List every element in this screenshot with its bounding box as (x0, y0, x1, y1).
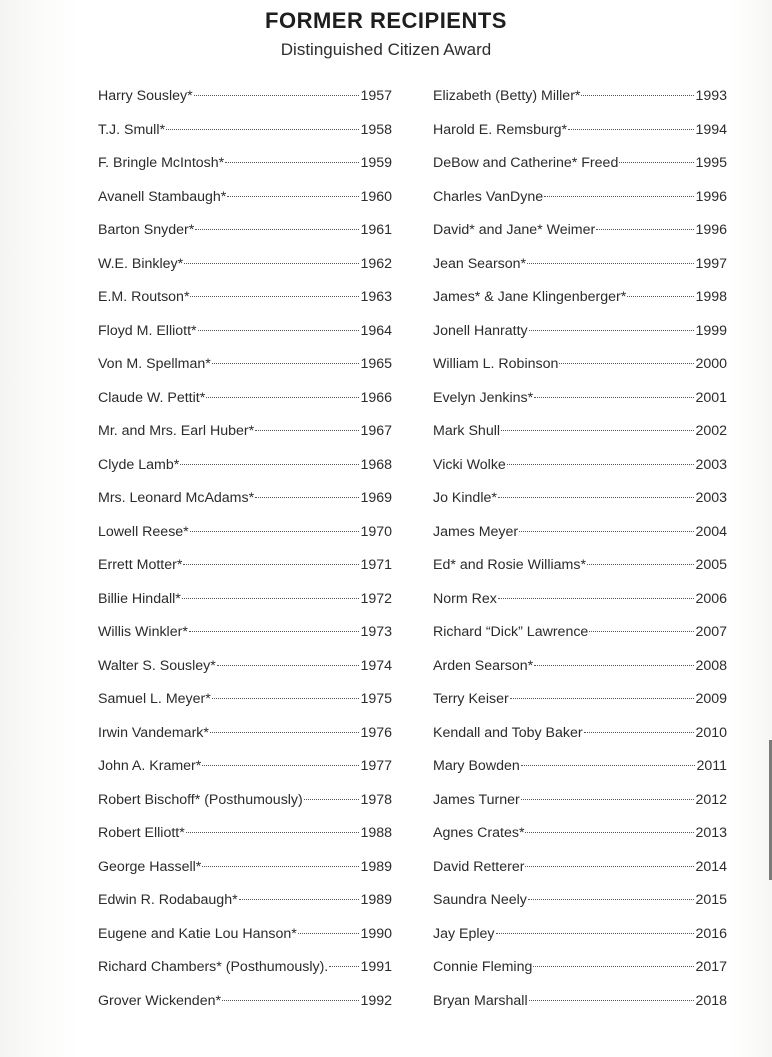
recipient-row (433, 955, 727, 989)
recipient-name: Grover Wickenden* (98, 992, 222, 1009)
recipient-name: Harold E. Remsburg* (433, 121, 568, 138)
recipient-name: Mary Bowden (433, 758, 520, 774)
dot-leader (528, 899, 695, 900)
award-year: 2017 (695, 959, 727, 975)
recipient-name: Avanell Stambaugh* (98, 188, 227, 205)
dot-leader (304, 799, 360, 800)
dot-leader (534, 665, 694, 666)
dot-leader (184, 263, 359, 264)
award-year: 1991 (360, 959, 392, 975)
award-year: 2011 (696, 758, 727, 774)
recipient-name: E.M. Routson* (98, 289, 190, 305)
award-year: 1963 (360, 289, 392, 305)
award-year: 1989 (360, 858, 392, 875)
award-year: 1960 (360, 188, 392, 205)
recipient-name: Connie Fleming (433, 959, 533, 975)
dot-leader (521, 765, 696, 766)
dot-leader (498, 497, 695, 498)
dot-leader (584, 732, 695, 733)
recipient-row (433, 654, 727, 688)
recipient-name: Willis Winkler* (98, 624, 188, 640)
recipient-name: Vicki Wolke (433, 456, 506, 473)
award-year: 1993 (695, 88, 727, 104)
recipient-row (433, 821, 727, 855)
dot-leader (525, 866, 694, 867)
recipient-row (433, 486, 727, 520)
recipient-row (98, 118, 392, 152)
award-year: 1967 (360, 423, 392, 439)
recipient-row (98, 821, 392, 855)
recipient-row (433, 285, 727, 319)
dot-leader (186, 832, 360, 833)
award-year: 2018 (695, 992, 727, 1009)
recipient-row (98, 285, 392, 319)
award-year: 1996 (695, 222, 727, 238)
recipient-row (433, 151, 727, 185)
award-year: 2013 (695, 825, 727, 841)
dot-leader (568, 129, 694, 130)
dot-leader (206, 397, 359, 398)
recipient-row (98, 721, 392, 755)
award-year: 1971 (360, 557, 392, 573)
recipient-name: Samuel L. Meyer* (98, 691, 211, 707)
recipient-row (433, 419, 727, 453)
recipient-row (98, 955, 392, 989)
recipient-name: Bryan Marshall (433, 992, 528, 1009)
dot-leader (501, 430, 694, 431)
dot-leader (189, 631, 360, 632)
dot-leader (222, 1000, 359, 1001)
dot-leader (627, 296, 694, 297)
award-year: 1958 (360, 121, 392, 138)
page-title: FORMER RECIPIENTS (265, 8, 507, 33)
award-year: 2006 (695, 590, 727, 607)
dot-leader (529, 330, 695, 331)
award-year: 1973 (360, 624, 392, 640)
award-year: 1966 (360, 389, 392, 406)
dot-leader (195, 229, 359, 230)
award-year: 2015 (695, 892, 727, 908)
recipient-row (433, 218, 727, 252)
dot-leader (227, 196, 359, 197)
recipient-name: James Turner (433, 791, 520, 808)
dot-leader (521, 799, 695, 800)
award-year: 1989 (360, 892, 392, 908)
award-year: 1964 (360, 322, 392, 339)
dot-leader (525, 832, 694, 833)
recipient-row (98, 319, 392, 353)
recipient-name: William L. Robinson (433, 356, 559, 372)
recipient-row (98, 218, 392, 252)
recipient-row (98, 754, 392, 788)
award-year: 1975 (360, 691, 392, 707)
recipient-row (433, 118, 727, 152)
award-year: 1990 (360, 925, 392, 942)
recipient-name: Lowell Reese* (98, 523, 189, 540)
dot-leader (255, 497, 359, 498)
award-year: 2004 (695, 523, 727, 540)
award-year: 1976 (360, 724, 392, 741)
recipient-name: David Retterer (433, 858, 525, 875)
award-year: 1968 (360, 456, 392, 473)
recipient-row (433, 620, 727, 654)
dot-leader (587, 564, 694, 565)
dot-leader (496, 933, 695, 934)
recipient-row (98, 654, 392, 688)
recipient-row (98, 84, 392, 118)
dot-leader (210, 732, 360, 733)
recipient-name: Mr. and Mrs. Earl Huber* (98, 423, 255, 439)
recipient-row (98, 553, 392, 587)
recipient-name: Jay Epley (433, 925, 495, 942)
recipient-row (433, 754, 727, 788)
page-subtitle: Distinguished Citizen Award (280, 40, 492, 59)
recipient-row (98, 419, 392, 453)
recipient-row (98, 888, 392, 922)
dot-leader (239, 899, 360, 900)
dot-leader (619, 162, 694, 163)
recipient-row (433, 252, 727, 286)
award-year: 2003 (695, 456, 727, 473)
dot-leader (198, 330, 360, 331)
award-year: 1962 (360, 255, 392, 272)
recipient-row (433, 687, 727, 721)
award-year: 1959 (360, 155, 392, 171)
recipient-name: John A. Kramer* (98, 758, 202, 774)
dot-leader (190, 531, 360, 532)
award-year: 2016 (695, 925, 727, 942)
recipient-row (98, 352, 392, 386)
recipient-row (433, 989, 727, 1023)
award-year: 1965 (360, 356, 392, 372)
recipient-name: Barton Snyder* (98, 222, 195, 238)
recipient-name: Kendall and Toby Baker (433, 724, 583, 741)
recipient-name: Jean Searson* (433, 255, 527, 272)
recipient-name: Jo Kindle* (433, 490, 497, 506)
recipient-name: Charles VanDyne (433, 188, 544, 205)
dot-leader (225, 162, 359, 163)
award-year: 1978 (360, 791, 392, 808)
award-year: 2005 (695, 557, 727, 573)
dot-leader (212, 363, 360, 364)
recipient-name: Robert Elliott* (98, 825, 185, 841)
recipient-name: Richard Chambers* (Posthumously). (98, 959, 329, 975)
recipient-row (433, 352, 727, 386)
dot-leader (581, 95, 694, 96)
recipient-row (98, 687, 392, 721)
dot-leader (559, 363, 694, 364)
recipient-row (98, 151, 392, 185)
recipients-list-right (433, 84, 727, 1022)
recipient-name: Edwin R. Rodabaugh* (98, 892, 238, 908)
recipient-name: Evelyn Jenkins* (433, 389, 534, 406)
award-year: 2002 (695, 423, 727, 439)
dot-leader (329, 966, 359, 967)
recipient-name: Floyd M. Elliott* (98, 322, 197, 339)
recipient-row (433, 453, 727, 487)
dot-leader (202, 866, 359, 867)
dot-leader (183, 564, 359, 565)
recipient-name: Elizabeth (Betty) Miller* (433, 88, 581, 104)
award-year: 2010 (695, 724, 727, 741)
recipient-name: Jonell Hanratty (433, 322, 528, 339)
recipient-name: Errett Motter* (98, 557, 183, 573)
award-year: 1996 (695, 188, 727, 205)
dot-leader (202, 765, 359, 766)
recipient-row (433, 721, 727, 755)
recipient-row (433, 922, 727, 956)
recipient-name: Claude W. Pettit* (98, 389, 206, 406)
recipient-name: Clyde Lamb* (98, 456, 180, 473)
recipient-name: Arden Searson* (433, 657, 534, 674)
award-year: 1992 (360, 992, 392, 1009)
recipient-name: Irwin Vandemark* (98, 724, 209, 741)
dot-leader (507, 464, 695, 465)
dot-leader (529, 1000, 695, 1001)
recipient-name: DeBow and Catherine* Freed (433, 155, 619, 171)
award-year: 1999 (695, 322, 727, 339)
recipient-row (98, 922, 392, 956)
recipient-name: Von M. Spellman* (98, 356, 211, 372)
recipient-name: W.E. Binkley* (98, 255, 184, 272)
dot-leader (194, 95, 360, 96)
award-year: 1994 (695, 121, 727, 138)
dot-leader (166, 129, 359, 130)
dot-leader (533, 966, 694, 967)
recipient-name: Eugene and Katie Lou Hanson* (98, 925, 297, 942)
dot-leader (519, 531, 694, 532)
recipient-row (98, 185, 392, 219)
recipient-name: Mrs. Leonard McAdams* (98, 490, 255, 506)
recipient-name: Walter S. Sousley* (98, 657, 216, 674)
dot-leader (255, 430, 359, 431)
recipient-row (433, 587, 727, 621)
recipient-name: Billie Hindall* (98, 590, 181, 607)
recipient-row (433, 386, 727, 420)
award-year: 2000 (695, 356, 727, 372)
award-year: 2001 (695, 389, 727, 406)
award-year: 1970 (360, 523, 392, 540)
recipient-row (433, 855, 727, 889)
recipient-row (433, 520, 727, 554)
award-year: 2014 (695, 858, 727, 875)
award-year: 2008 (695, 657, 727, 674)
award-year: 1957 (360, 88, 392, 104)
award-year: 1997 (695, 255, 727, 272)
dot-leader (527, 263, 694, 264)
award-year: 2007 (695, 624, 727, 640)
recipient-name: Mark Shull (433, 423, 501, 439)
recipient-name: David* and Jane* Weimer (433, 222, 596, 238)
recipient-row (98, 486, 392, 520)
award-year: 1995 (695, 155, 727, 171)
recipient-name: Ed* and Rosie Williams* (433, 557, 586, 573)
recipient-name: Robert Bischoff* (Posthumously) (98, 791, 303, 808)
recipient-row (98, 520, 392, 554)
recipient-row (98, 587, 392, 621)
award-year: 1988 (360, 825, 392, 841)
award-year: 1961 (360, 222, 392, 238)
recipient-name: Saundra Neely (433, 892, 527, 908)
recipient-name: T.J. Smull* (98, 121, 166, 138)
recipient-name: Terry Keiser (433, 691, 509, 707)
dot-leader (589, 631, 694, 632)
dot-leader (212, 698, 360, 699)
dot-leader (544, 196, 694, 197)
award-year: 2009 (695, 691, 727, 707)
recipient-name: George Hassell* (98, 858, 202, 875)
recipient-row (433, 319, 727, 353)
recipient-row (98, 788, 392, 822)
recipient-row (98, 855, 392, 889)
recipients-list-left (98, 84, 392, 1022)
dot-leader (596, 229, 694, 230)
recipient-row (98, 989, 392, 1023)
recipient-row (433, 788, 727, 822)
dot-leader (498, 598, 695, 599)
dot-leader (217, 665, 360, 666)
dot-leader (534, 397, 694, 398)
recipient-name: Agnes Crates* (433, 825, 525, 841)
dot-leader (510, 698, 695, 699)
recipient-row (433, 84, 727, 118)
award-year: 1974 (360, 657, 392, 674)
recipient-name: James Meyer (433, 523, 519, 540)
recipient-row (98, 620, 392, 654)
recipient-row (433, 185, 727, 219)
recipient-row (98, 386, 392, 420)
award-year: 2003 (695, 490, 727, 506)
recipient-name: James* & Jane Klingenberger* (433, 289, 627, 305)
award-year: 1977 (360, 758, 392, 774)
award-year: 1972 (360, 590, 392, 607)
dot-leader (190, 296, 359, 297)
recipient-name: Norm Rex (433, 590, 497, 607)
award-year: 1969 (360, 490, 392, 506)
recipient-row (98, 453, 392, 487)
award-year: 1998 (695, 289, 727, 305)
dot-leader (182, 598, 360, 599)
award-year: 2012 (695, 791, 727, 808)
dot-leader (298, 933, 360, 934)
recipient-name: Harry Sousley* (98, 88, 193, 104)
recipient-row (433, 553, 727, 587)
recipient-row (98, 252, 392, 286)
recipient-name: Richard “Dick” Lawrence (433, 624, 589, 640)
recipient-row (433, 888, 727, 922)
recipient-name: F. Bringle McIntosh* (98, 155, 225, 171)
dot-leader (180, 464, 359, 465)
